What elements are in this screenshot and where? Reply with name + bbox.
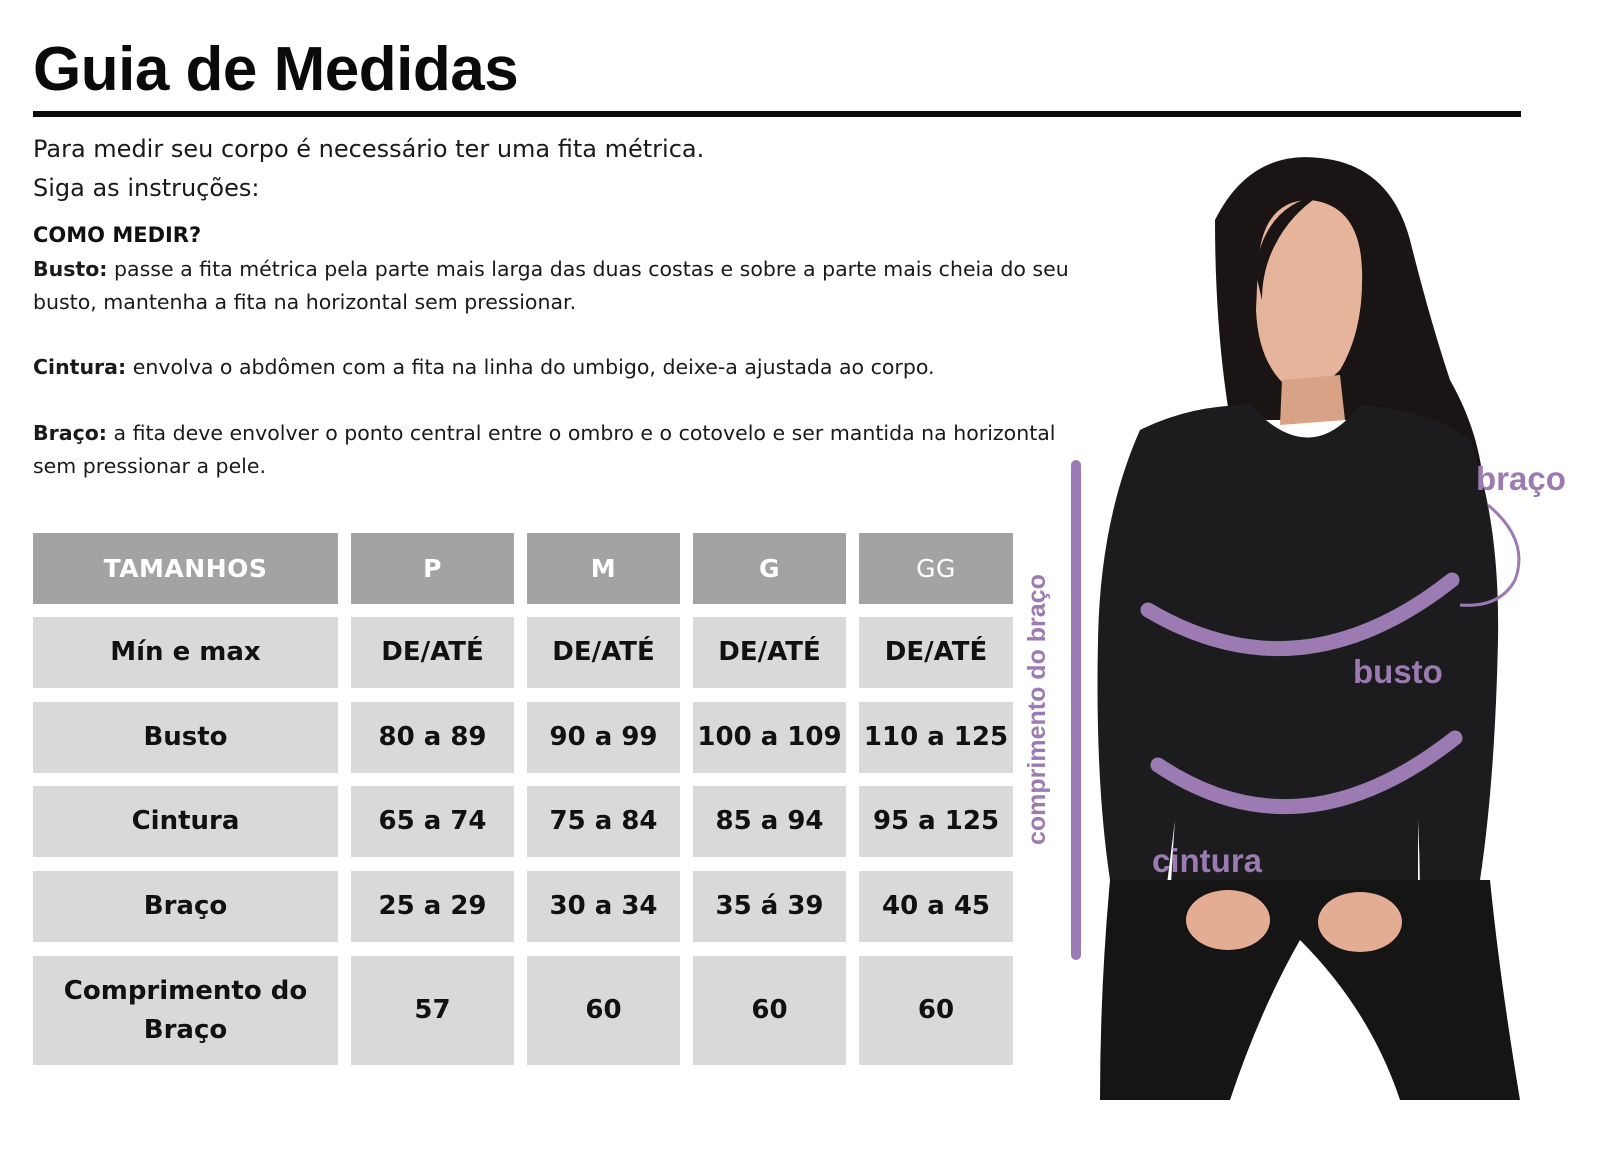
- title-divider: [33, 111, 1521, 117]
- arm-label: braço: [1476, 460, 1566, 497]
- table-cell: 100 a 109: [693, 702, 846, 773]
- table-cell: 90 a 99: [527, 702, 680, 773]
- table-cell: 60: [693, 956, 846, 1065]
- instruction-bust: [33, 253, 1073, 319]
- table-cell: 25 a 29: [351, 871, 514, 942]
- intro-line-1: Para medir seu corpo é necessário ter uma fita métrica.: [33, 135, 705, 163]
- waist-label: cintura: [1152, 842, 1263, 879]
- table-cell: DE/ATÉ: [693, 617, 846, 688]
- table-header-p: P: [351, 533, 514, 604]
- table-cell: 95 a 125: [859, 786, 1013, 857]
- table-cell: DE/ATÉ: [859, 617, 1013, 688]
- instruction-waist: [33, 351, 1073, 384]
- table-cell: 110 a 125: [859, 702, 1013, 773]
- table-cell: 80 a 89: [351, 702, 514, 773]
- arm-length-label: comprimento do braço: [1023, 574, 1051, 845]
- instruction-waist-text: envolva o abdômen com a fita na linha do umbigo, deixe-a ajustada ao corpo.: [126, 355, 935, 379]
- instruction-bust-text: passe a fita métrica pela parte mais larga das duas costas e sobre a parte mais cheia do seu busto, mantenha a fita na horizontal sem pressionar.: [33, 257, 1069, 314]
- intro-line-2: Siga as instruções:: [33, 174, 260, 202]
- table-header-m: M: [527, 533, 680, 604]
- table-row-label: Braço: [33, 871, 338, 942]
- instruction-bust-label: Busto:: [33, 257, 108, 281]
- table-cell: 57: [351, 956, 514, 1065]
- instruction-arm-label: Braço:: [33, 421, 108, 445]
- table-row-label: Busto: [33, 702, 338, 773]
- bust-label: busto: [1353, 653, 1443, 690]
- table-cell: 30 a 34: [527, 871, 680, 942]
- table-header-sizes: TAMANHOS: [33, 533, 338, 604]
- how-to-heading: COMO MEDIR?: [33, 223, 202, 247]
- table-cell: 60: [527, 956, 680, 1065]
- table-cell: 65 a 74: [351, 786, 514, 857]
- table-row-label: Mín e max: [33, 617, 338, 688]
- table-cell: 35 á 39: [693, 871, 846, 942]
- page-title: Guia de Medidas: [33, 35, 519, 104]
- table-cell: 75 a 84: [527, 786, 680, 857]
- table-cell: 85 a 94: [693, 786, 846, 857]
- table-row-label: Comprimento do Braço: [33, 956, 338, 1065]
- model-photo: [1030, 150, 1570, 1110]
- table-cell: DE/ATÉ: [351, 617, 514, 688]
- table-cell: 60: [859, 956, 1013, 1065]
- table-cell: 40 a 45: [859, 871, 1013, 942]
- table-header-g: G: [693, 533, 846, 604]
- instruction-arm-text: a fita deve envolver o ponto central entre o ombro e o cotovelo e ser mantida na horizontal sem pressionar a pele.: [33, 421, 1056, 478]
- table-cell: DE/ATÉ: [527, 617, 680, 688]
- instruction-waist-label: Cintura:: [33, 355, 127, 379]
- table-header-gg: GG: [859, 533, 1013, 604]
- table-row-label: Cintura: [33, 786, 338, 857]
- instruction-arm: [33, 417, 1073, 483]
- leggings-shape: [1100, 880, 1520, 1100]
